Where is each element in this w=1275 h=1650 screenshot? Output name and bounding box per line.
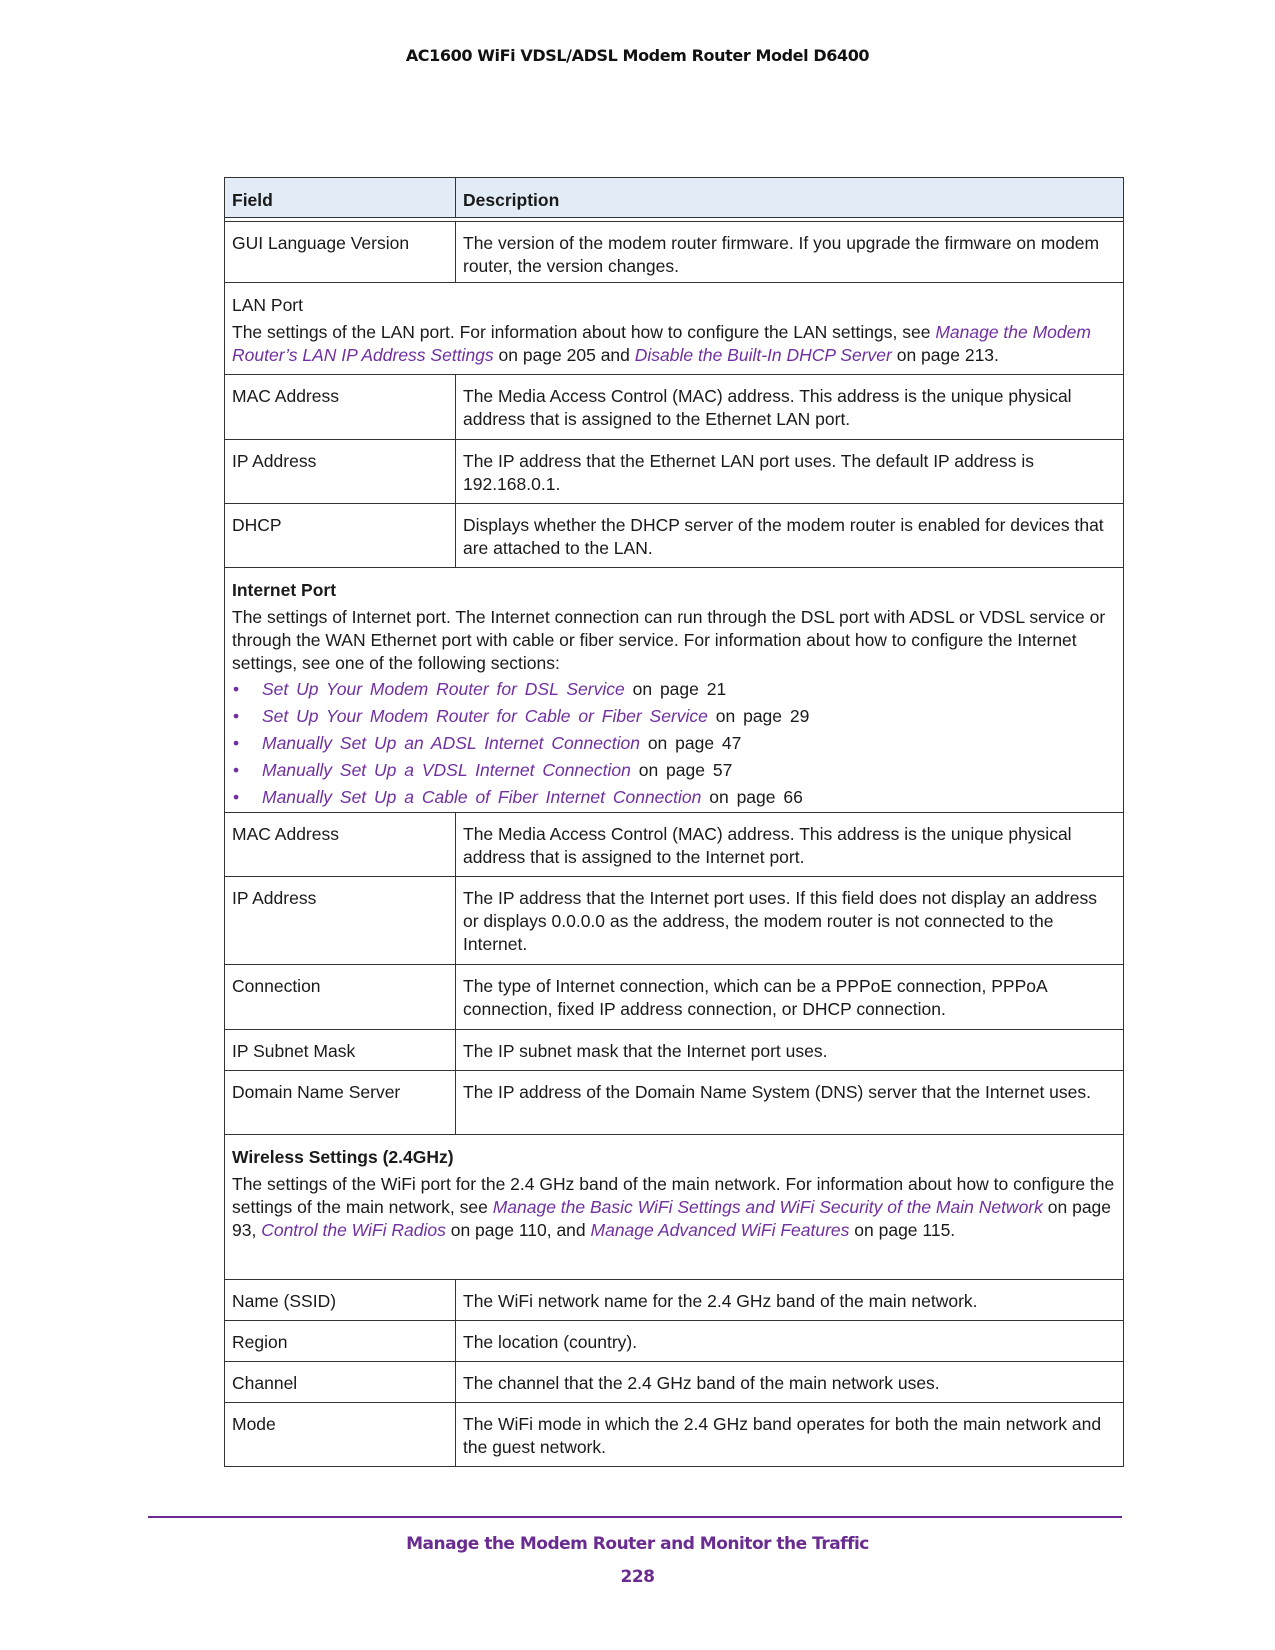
table-row: [224, 504, 1124, 568]
table-row: [224, 375, 1124, 440]
section-heading: Wireless Settings (2.4GHz): [232, 1147, 454, 1167]
table-row: [224, 1071, 1124, 1135]
link-setup-cable-fiber-service[interactable]: Set Up Your Modem Router for Cable or Fiber Service: [262, 706, 708, 726]
table-row: [224, 1321, 1124, 1362]
bullet-icon: •: [233, 787, 240, 807]
link-disable-dhcp-server[interactable]: Disable the Built-In DHCP Server: [634, 345, 892, 365]
section-heading: LAN Port: [232, 295, 303, 315]
field-cell: Name (SSID): [225, 1280, 456, 1320]
section-text: on page 115.: [849, 1220, 956, 1240]
footer-divider: [148, 1516, 1122, 1518]
list-item: [232, 759, 1116, 782]
section-text: The settings of the WiFi port for the 2.4 GHz band of the main network. For information about how to configure the settings of the main network, see: [232, 1174, 1115, 1217]
link-manage-advanced-wifi[interactable]: Manage Advanced WiFi Features: [590, 1220, 850, 1240]
link-manual-cable-fiber-connection[interactable]: Manually Set Up a Cable of Fiber Internet Connection: [262, 787, 702, 807]
list-item: [232, 678, 1116, 701]
description-cell: The location (country).: [463, 1332, 638, 1352]
table-header-row: [224, 177, 1124, 218]
table-row: [224, 813, 1124, 877]
link-manage-basic-wifi-settings[interactable]: Manage the Basic WiFi Settings and WiFi Security of the Main Network: [492, 1197, 1043, 1217]
link-manual-adsl-connection[interactable]: Manually Set Up an ADSL Internet Connection: [262, 733, 640, 753]
document-header-title: AC1600 WiFi VDSL/ADSL Modem Router Model D6400: [405, 46, 870, 65]
wireless-settings-section: [224, 1135, 1124, 1280]
list-item: [232, 786, 1116, 809]
description-cell: The channel that the 2.4 GHz band of the main network uses.: [463, 1373, 940, 1393]
page-ref: on page 57: [630, 760, 733, 780]
section-text: The settings of Internet port. The Internet connection can run through the DSL port with ADSL or VDSL service or through the WAN Ethernet port with cable or fiber service. For information about how to configure the Internet settings, see one of the following sections:: [232, 607, 1106, 673]
list-item: [232, 705, 1116, 728]
field-cell: IP Address: [225, 440, 456, 503]
bullet-icon: •: [233, 679, 240, 699]
field-cell: Region: [225, 1321, 456, 1361]
table-row: [224, 222, 1124, 283]
link-setup-dsl-service[interactable]: Set Up Your Modem Router for DSL Service: [262, 679, 625, 699]
link-control-wifi-radios[interactable]: Control the WiFi Radios: [261, 1220, 446, 1240]
field-cell: IP Address: [225, 877, 456, 964]
description-cell: The Media Access Control (MAC) address. This address is the unique physical address that is assigned to the Internet port.: [463, 824, 1072, 867]
field-cell: IP Subnet Mask: [225, 1030, 456, 1070]
description-cell: The IP address that the Internet port uses. If this field does not display an address or displays 0.0.0.0 as the address, the modem router is not connected to the Internet.: [463, 888, 1097, 954]
link-manage-lan-ip-settings[interactable]: Manage the Modem Router’s LAN IP Address Settings: [232, 322, 1091, 365]
section-text: on page 110, and: [445, 1220, 591, 1240]
section-text: The settings of the LAN port. For information about how to configure the LAN settings, see: [232, 322, 936, 342]
field-cell: MAC Address: [225, 375, 456, 439]
lan-port-section: [224, 283, 1124, 375]
field-cell: Channel: [225, 1362, 456, 1402]
description-cell: The IP address that the Ethernet LAN port uses. The default IP address is 192.168.0.1.: [463, 451, 1035, 494]
field-cell: Connection: [225, 965, 456, 1029]
description-cell: The version of the modem router firmware. If you upgrade the firmware on modem router, the version changes.: [463, 233, 1100, 276]
description-cell: The WiFi network name for the 2.4 GHz band of the main network.: [463, 1291, 978, 1311]
section-heading: Internet Port: [232, 580, 337, 600]
link-manual-vdsl-connection[interactable]: Manually Set Up a VDSL Internet Connection: [262, 760, 631, 780]
page-ref: on page 29: [707, 706, 810, 726]
description-cell: The Media Access Control (MAC) address. This address is the unique physical address that is assigned to the Ethernet LAN port.: [463, 386, 1072, 429]
footer-page-number: 228: [620, 1567, 655, 1587]
field-cell: MAC Address: [225, 813, 456, 876]
page-ref: on page 21: [624, 679, 727, 699]
page-ref: on page 47: [639, 733, 742, 753]
field-cell: Mode: [225, 1403, 456, 1466]
description-cell: The IP subnet mask that the Internet port uses.: [463, 1041, 828, 1061]
list-item: [232, 732, 1116, 755]
section-text: on page 93,: [232, 1197, 1112, 1240]
table-row: [224, 440, 1124, 504]
bullet-icon: •: [233, 733, 240, 753]
description-cell: The IP address of the Domain Name System (DNS) server that the Internet uses.: [463, 1082, 1092, 1102]
table-row: [224, 1362, 1124, 1403]
table-row: [224, 1280, 1124, 1321]
column-header-description: Description: [463, 190, 560, 210]
internet-port-section: [224, 568, 1124, 813]
table-row: [224, 877, 1124, 965]
internet-setup-link-list: [232, 678, 1116, 809]
bullet-icon: •: [233, 706, 240, 726]
description-cell: Displays whether the DHCP server of the modem router is enabled for devices that are attached to the LAN.: [463, 515, 1104, 558]
column-header-field: Field: [225, 178, 456, 217]
field-cell: Domain Name Server: [225, 1071, 456, 1134]
table-row: [224, 1403, 1124, 1467]
description-cell: The type of Internet connection, which can be a PPPoE connection, PPPoA connection, fixed IP address connection, or DHCP connection.: [463, 976, 1047, 1019]
section-text: on page 213.: [891, 345, 999, 365]
page-ref: on page 66: [701, 787, 803, 807]
description-cell: The WiFi mode in which the 2.4 GHz band operates for both the main network and the guest network.: [463, 1414, 1102, 1457]
field-cell: DHCP: [225, 504, 456, 567]
bullet-icon: •: [233, 760, 240, 780]
section-text: on page 205 and: [493, 345, 635, 365]
table-row: [224, 1030, 1124, 1071]
footer-chapter-title: Manage the Modem Router and Monitor the Traffic: [406, 1534, 869, 1554]
table-row: [224, 965, 1124, 1030]
field-cell: GUI Language Version: [225, 222, 456, 282]
